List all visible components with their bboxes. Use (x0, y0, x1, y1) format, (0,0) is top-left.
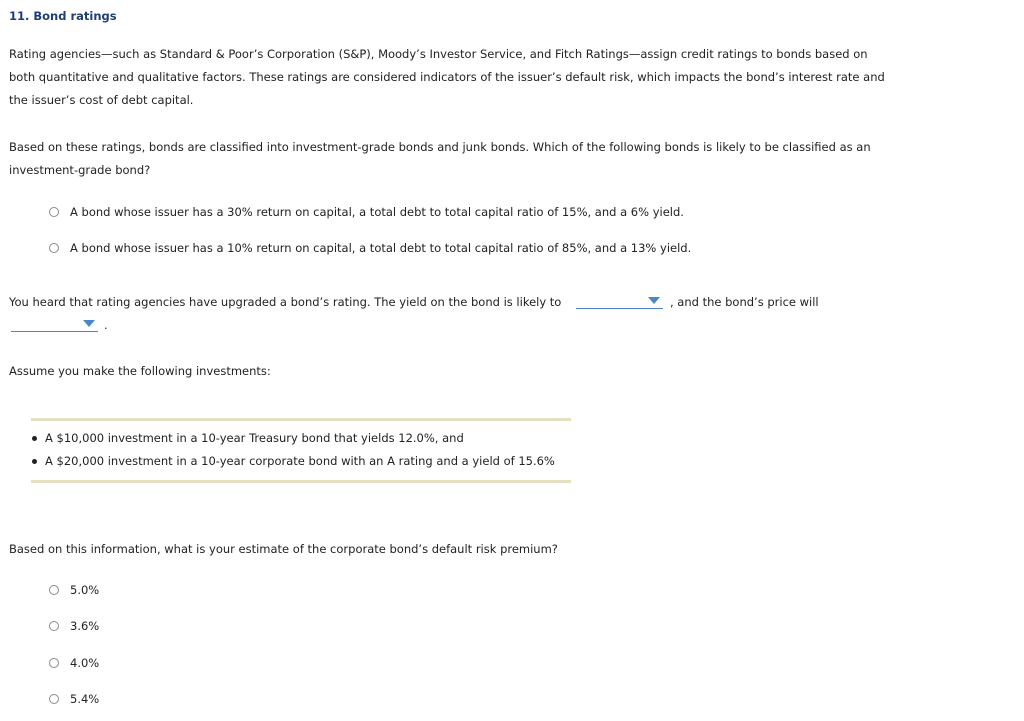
part1-option-a-label: A bond whose issuer has a 30% return on capital, a total debt to total capital ratio of 15%, and a 6% yield. (70, 205, 684, 219)
bullet-icon (32, 436, 37, 441)
yield-direction-dropdown[interactable] (576, 294, 663, 309)
intro-line-1: Rating agencies—such as Standard & Poor’s Corporation (S&P), Moody’s Investor Service, and Fitch Ratings—assign credit ratings to bonds based on (9, 47, 868, 61)
part1-option-b-label: A bond whose issuer has a 10% return on capital, a total debt to total capital ratio of 85%, and a 13% yield. (70, 241, 692, 255)
part3-option-1[interactable] (49, 583, 99, 597)
part1-prompt-line-1: Based on these ratings, bonds are classified into investment-grade bonds and junk bonds. Which of the following bonds is likely to be classified as an (9, 140, 871, 154)
question-title: 11. Bond ratings (9, 9, 117, 23)
price-direction-dropdown[interactable] (11, 317, 98, 332)
part3-option-4-label: 5.4% (70, 692, 100, 706)
list-item (32, 427, 555, 450)
part3-option-2-label: 3.6% (70, 619, 100, 633)
part1-option-a[interactable] (49, 205, 684, 219)
chevron-down-icon (648, 297, 660, 304)
radio-button[interactable] (49, 243, 59, 253)
intro-paragraph (9, 43, 885, 112)
part3-option-2[interactable] (49, 619, 99, 633)
radio-button[interactable] (49, 585, 59, 595)
part1-prompt-line-2: investment-grade bond? (9, 163, 151, 177)
radio-button[interactable] (49, 207, 59, 217)
list-item (32, 450, 555, 473)
investment-list (32, 427, 555, 473)
part3-option-1-label: 5.0% (70, 583, 100, 597)
part1-prompt (9, 136, 871, 182)
investment-1: A $10,000 investment in a 10-year Treasury bond that yields 12.0%, and (45, 431, 464, 445)
part3-option-4[interactable] (49, 692, 99, 706)
investment-2: A $20,000 investment in a 10-year corporate bond with an A rating and a yield of 15.6% (45, 454, 555, 468)
part1-option-b[interactable] (49, 241, 691, 255)
radio-button[interactable] (49, 621, 59, 631)
part3-prompt: Based on this information, what is your estimate of the corporate bond’s default risk premium? (9, 542, 558, 556)
intro-line-3: the issuer’s cost of debt capital. (9, 93, 194, 107)
intro-line-2: both quantitative and qualitative factors. These ratings are considered indicators of the issuer’s default risk, which impacts the bond’s interest rate and (9, 70, 885, 84)
investment-box-bottom-border (31, 480, 571, 483)
part3-option-3-label: 4.0% (70, 656, 100, 670)
investment-box-top-border (31, 418, 571, 421)
part2-text-before: You heard that rating agencies have upgraded a bond’s rating. The yield on the bond is likely to (9, 295, 562, 309)
radio-button[interactable] (49, 694, 59, 704)
part2-text-middle: , and the bond’s price will (670, 295, 819, 309)
chevron-down-icon (83, 320, 95, 327)
part2-text-end: . (104, 318, 108, 332)
radio-button[interactable] (49, 658, 59, 668)
bullet-icon (32, 459, 37, 464)
part3-option-3[interactable] (49, 656, 99, 670)
part3-intro: Assume you make the following investments: (9, 364, 271, 378)
